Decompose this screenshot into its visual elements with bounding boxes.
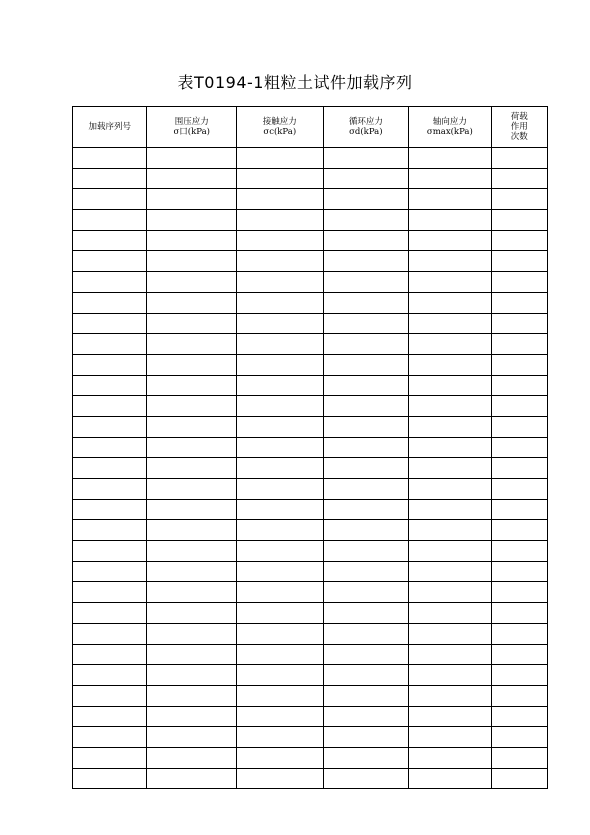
cell-confining-stress[interactable]	[147, 520, 237, 541]
header-label: 荷载	[510, 112, 528, 122]
table-row	[73, 210, 548, 231]
cell-contact-stress[interactable]	[237, 189, 324, 210]
cell-load-cycles[interactable]	[491, 706, 547, 727]
cell-loading-sequence-number[interactable]	[73, 499, 147, 520]
cell-contact-stress[interactable]	[237, 665, 324, 686]
table-row	[73, 582, 548, 603]
cell-loading-sequence-number[interactable]	[73, 582, 147, 603]
header-unit: σc(kPa)	[263, 127, 297, 137]
cell-confining-stress[interactable]	[147, 499, 237, 520]
cell-contact-stress[interactable]	[237, 499, 324, 520]
cell-contact-stress[interactable]	[237, 292, 324, 313]
header-load-cycles	[491, 107, 547, 148]
cell-contact-stress[interactable]	[237, 437, 324, 458]
cell-axial-stress[interactable]	[409, 148, 492, 169]
cell-load-cycles[interactable]	[491, 499, 547, 520]
cell-axial-stress[interactable]	[409, 437, 492, 458]
table-row	[73, 168, 548, 189]
table-row	[73, 706, 548, 727]
table-body	[73, 148, 548, 789]
cell-loading-sequence-number[interactable]	[73, 541, 147, 562]
cell-contact-stress[interactable]	[237, 768, 324, 789]
table-row	[73, 354, 548, 375]
cell-load-cycles[interactable]	[491, 727, 547, 748]
cell-contact-stress[interactable]	[237, 230, 324, 251]
cell-axial-stress[interactable]	[409, 603, 492, 624]
cell-axial-stress[interactable]	[409, 396, 492, 417]
cell-loading-sequence-number[interactable]	[73, 520, 147, 541]
table-row	[73, 416, 548, 437]
cell-load-cycles[interactable]	[491, 292, 547, 313]
cell-confining-stress[interactable]	[147, 272, 237, 293]
cell-load-cycles[interactable]	[491, 603, 547, 624]
cell-cyclic-stress[interactable]	[323, 706, 409, 727]
cell-loading-sequence-number[interactable]	[73, 437, 147, 458]
cell-cyclic-stress[interactable]	[323, 292, 409, 313]
cell-load-cycles[interactable]	[491, 479, 547, 500]
table-row	[73, 189, 548, 210]
cell-loading-sequence-number[interactable]	[73, 747, 147, 768]
cell-confining-stress[interactable]	[147, 665, 237, 686]
cell-cyclic-stress[interactable]	[323, 313, 409, 334]
cell-confining-stress[interactable]	[147, 706, 237, 727]
cell-contact-stress[interactable]	[237, 416, 324, 437]
table-row	[73, 520, 548, 541]
header-label: 加载序列号	[88, 122, 131, 132]
cell-confining-stress[interactable]	[147, 541, 237, 562]
table-row	[73, 561, 548, 582]
cell-confining-stress[interactable]	[147, 623, 237, 644]
cell-contact-stress[interactable]	[237, 313, 324, 334]
table-row	[73, 230, 548, 251]
cell-axial-stress[interactable]	[409, 210, 492, 231]
cell-loading-sequence-number[interactable]	[73, 334, 147, 355]
cell-load-cycles[interactable]	[491, 230, 547, 251]
loading-sequence-table	[72, 106, 548, 789]
cell-contact-stress[interactable]	[237, 727, 324, 748]
cell-contact-stress[interactable]	[237, 458, 324, 479]
cell-loading-sequence-number[interactable]	[73, 603, 147, 624]
cell-axial-stress[interactable]	[409, 499, 492, 520]
cell-load-cycles[interactable]	[491, 313, 547, 334]
cell-axial-stress[interactable]	[409, 665, 492, 686]
cell-cyclic-stress[interactable]	[323, 644, 409, 665]
cell-loading-sequence-number[interactable]	[73, 168, 147, 189]
cell-confining-stress[interactable]	[147, 313, 237, 334]
cell-confining-stress[interactable]	[147, 396, 237, 417]
cell-confining-stress[interactable]	[147, 768, 237, 789]
cell-load-cycles[interactable]	[491, 768, 547, 789]
cell-contact-stress[interactable]	[237, 561, 324, 582]
cell-loading-sequence-number[interactable]	[73, 272, 147, 293]
cell-contact-stress[interactable]	[237, 520, 324, 541]
cell-cyclic-stress[interactable]	[323, 603, 409, 624]
cell-axial-stress[interactable]	[409, 334, 492, 355]
cell-confining-stress[interactable]	[147, 437, 237, 458]
cell-axial-stress[interactable]	[409, 520, 492, 541]
header-label: 循环应力	[348, 117, 383, 127]
cell-axial-stress[interactable]	[409, 292, 492, 313]
table-row	[73, 747, 548, 768]
cell-axial-stress[interactable]	[409, 623, 492, 644]
cell-axial-stress[interactable]	[409, 747, 492, 768]
cell-confining-stress[interactable]	[147, 747, 237, 768]
cell-axial-stress[interactable]	[409, 230, 492, 251]
cell-loading-sequence-number[interactable]	[73, 685, 147, 706]
cell-contact-stress[interactable]	[237, 251, 324, 272]
cell-cyclic-stress[interactable]	[323, 375, 409, 396]
cell-cyclic-stress[interactable]	[323, 520, 409, 541]
cell-cyclic-stress[interactable]	[323, 685, 409, 706]
cell-cyclic-stress[interactable]	[323, 541, 409, 562]
cell-load-cycles[interactable]	[491, 334, 547, 355]
cell-load-cycles[interactable]	[491, 210, 547, 231]
cell-contact-stress[interactable]	[237, 479, 324, 500]
cell-load-cycles[interactable]	[491, 272, 547, 293]
header-axial-stress	[409, 107, 492, 148]
cell-contact-stress[interactable]	[237, 168, 324, 189]
cell-axial-stress[interactable]	[409, 768, 492, 789]
cell-load-cycles[interactable]	[491, 644, 547, 665]
cell-loading-sequence-number[interactable]	[73, 623, 147, 644]
cell-confining-stress[interactable]	[147, 685, 237, 706]
cell-cyclic-stress[interactable]	[323, 334, 409, 355]
cell-axial-stress[interactable]	[409, 644, 492, 665]
cell-cyclic-stress[interactable]	[323, 665, 409, 686]
cell-loading-sequence-number[interactable]	[73, 768, 147, 789]
cell-load-cycles[interactable]	[491, 582, 547, 603]
table-row	[73, 479, 548, 500]
cell-cyclic-stress[interactable]	[323, 458, 409, 479]
cell-load-cycles[interactable]	[491, 458, 547, 479]
table-row	[73, 644, 548, 665]
cell-contact-stress[interactable]	[237, 644, 324, 665]
cell-cyclic-stress[interactable]	[323, 582, 409, 603]
cell-cyclic-stress[interactable]	[323, 623, 409, 644]
cell-confining-stress[interactable]	[147, 458, 237, 479]
table-row	[73, 603, 548, 624]
cell-confining-stress[interactable]	[147, 644, 237, 665]
cell-load-cycles[interactable]	[491, 251, 547, 272]
header-label: 作用	[510, 122, 528, 132]
cell-confining-stress[interactable]	[147, 189, 237, 210]
cell-axial-stress[interactable]	[409, 189, 492, 210]
cell-cyclic-stress[interactable]	[323, 768, 409, 789]
header-confining-stress	[147, 107, 237, 148]
cell-loading-sequence-number[interactable]	[73, 396, 147, 417]
table-row	[73, 334, 548, 355]
cell-loading-sequence-number[interactable]	[73, 479, 147, 500]
cell-axial-stress[interactable]	[409, 313, 492, 334]
cell-cyclic-stress[interactable]	[323, 499, 409, 520]
header-label: 围压应力	[174, 117, 209, 127]
cell-load-cycles[interactable]	[491, 541, 547, 562]
cell-loading-sequence-number[interactable]	[73, 313, 147, 334]
cell-loading-sequence-number[interactable]	[73, 416, 147, 437]
cell-cyclic-stress[interactable]	[323, 168, 409, 189]
cell-axial-stress[interactable]	[409, 375, 492, 396]
cell-load-cycles[interactable]	[491, 168, 547, 189]
cell-loading-sequence-number[interactable]	[73, 706, 147, 727]
cell-confining-stress[interactable]	[147, 561, 237, 582]
cell-axial-stress[interactable]	[409, 479, 492, 500]
cell-axial-stress[interactable]	[409, 354, 492, 375]
header-label: 轴向应力	[432, 117, 467, 127]
cell-loading-sequence-number[interactable]	[73, 354, 147, 375]
cell-load-cycles[interactable]	[491, 561, 547, 582]
cell-confining-stress[interactable]	[147, 416, 237, 437]
cell-load-cycles[interactable]	[491, 148, 547, 169]
table-row	[73, 685, 548, 706]
cell-loading-sequence-number[interactable]	[73, 210, 147, 231]
header-label: 接触应力	[262, 117, 297, 127]
table-row	[73, 768, 548, 789]
header-unit: σmax(kPa)	[426, 127, 473, 137]
table-row	[73, 148, 548, 169]
cell-confining-stress[interactable]	[147, 375, 237, 396]
header-unit: σd(kPa)	[349, 127, 383, 137]
table-row	[73, 727, 548, 748]
cell-cyclic-stress[interactable]	[323, 747, 409, 768]
cell-contact-stress[interactable]	[237, 354, 324, 375]
cell-loading-sequence-number[interactable]	[73, 189, 147, 210]
table-row	[73, 665, 548, 686]
cell-axial-stress[interactable]	[409, 582, 492, 603]
cell-contact-stress[interactable]	[237, 375, 324, 396]
cell-cyclic-stress[interactable]	[323, 396, 409, 417]
cell-contact-stress[interactable]	[237, 334, 324, 355]
cell-cyclic-stress[interactable]	[323, 251, 409, 272]
cell-confining-stress[interactable]	[147, 230, 237, 251]
cell-confining-stress[interactable]	[147, 148, 237, 169]
header-loading-sequence-number	[73, 107, 147, 148]
cell-confining-stress[interactable]	[147, 292, 237, 313]
table-row	[73, 251, 548, 272]
cell-load-cycles[interactable]	[491, 747, 547, 768]
table-row	[73, 458, 548, 479]
cell-confining-stress[interactable]	[147, 251, 237, 272]
cell-load-cycles[interactable]	[491, 437, 547, 458]
cell-confining-stress[interactable]	[147, 334, 237, 355]
cell-cyclic-stress[interactable]	[323, 437, 409, 458]
table-row	[73, 437, 548, 458]
cell-loading-sequence-number[interactable]	[73, 292, 147, 313]
cell-confining-stress[interactable]	[147, 603, 237, 624]
table-title: 表T0194-1粗粒土试件加载序列	[177, 73, 413, 92]
table-row	[73, 375, 548, 396]
header-cyclic-stress	[323, 107, 409, 148]
cell-contact-stress[interactable]	[237, 210, 324, 231]
cell-cyclic-stress[interactable]	[323, 416, 409, 437]
cell-axial-stress[interactable]	[409, 251, 492, 272]
cell-cyclic-stress[interactable]	[323, 272, 409, 293]
cell-load-cycles[interactable]	[491, 354, 547, 375]
table-row	[73, 541, 548, 562]
cell-loading-sequence-number[interactable]	[73, 727, 147, 748]
cell-contact-stress[interactable]	[237, 706, 324, 727]
cell-cyclic-stress[interactable]	[323, 727, 409, 748]
cell-load-cycles[interactable]	[491, 189, 547, 210]
cell-loading-sequence-number[interactable]	[73, 375, 147, 396]
table-row	[73, 272, 548, 293]
cell-loading-sequence-number[interactable]	[73, 148, 147, 169]
cell-confining-stress[interactable]	[147, 479, 237, 500]
cell-loading-sequence-number[interactable]	[73, 665, 147, 686]
cell-axial-stress[interactable]	[409, 685, 492, 706]
table-row	[73, 396, 548, 417]
table-row	[73, 313, 548, 334]
header-contact-stress	[237, 107, 324, 148]
cell-axial-stress[interactable]	[409, 541, 492, 562]
header-row	[73, 107, 548, 148]
cell-loading-sequence-number[interactable]	[73, 561, 147, 582]
cell-confining-stress[interactable]	[147, 168, 237, 189]
table-row	[73, 499, 548, 520]
cell-contact-stress[interactable]	[237, 396, 324, 417]
cell-cyclic-stress[interactable]	[323, 354, 409, 375]
cell-loading-sequence-number[interactable]	[73, 230, 147, 251]
cell-load-cycles[interactable]	[491, 623, 547, 644]
cell-loading-sequence-number[interactable]	[73, 251, 147, 272]
cell-load-cycles[interactable]	[491, 520, 547, 541]
cell-axial-stress[interactable]	[409, 727, 492, 748]
cell-cyclic-stress[interactable]	[323, 230, 409, 251]
cell-cyclic-stress[interactable]	[323, 561, 409, 582]
cell-cyclic-stress[interactable]	[323, 189, 409, 210]
table-row	[73, 292, 548, 313]
cell-axial-stress[interactable]	[409, 706, 492, 727]
cell-cyclic-stress[interactable]	[323, 148, 409, 169]
cell-loading-sequence-number[interactable]	[73, 644, 147, 665]
table-row	[73, 623, 548, 644]
cell-loading-sequence-number[interactable]	[73, 458, 147, 479]
header-label: 次数	[510, 132, 528, 142]
cell-load-cycles[interactable]	[491, 375, 547, 396]
cell-confining-stress[interactable]	[147, 354, 237, 375]
cell-axial-stress[interactable]	[409, 458, 492, 479]
cell-axial-stress[interactable]	[409, 416, 492, 437]
cell-confining-stress[interactable]	[147, 210, 237, 231]
cell-axial-stress[interactable]	[409, 168, 492, 189]
cell-load-cycles[interactable]	[491, 416, 547, 437]
cell-axial-stress[interactable]	[409, 272, 492, 293]
cell-load-cycles[interactable]	[491, 665, 547, 686]
cell-contact-stress[interactable]	[237, 685, 324, 706]
cell-contact-stress[interactable]	[237, 272, 324, 293]
cell-contact-stress[interactable]	[237, 582, 324, 603]
cell-contact-stress[interactable]	[237, 747, 324, 768]
cell-cyclic-stress[interactable]	[323, 479, 409, 500]
cell-contact-stress[interactable]	[237, 541, 324, 562]
cell-confining-stress[interactable]	[147, 582, 237, 603]
cell-axial-stress[interactable]	[409, 561, 492, 582]
cell-load-cycles[interactable]	[491, 396, 547, 417]
cell-load-cycles[interactable]	[491, 685, 547, 706]
header-unit: σ口(kPa)	[173, 127, 210, 137]
cell-confining-stress[interactable]	[147, 727, 237, 748]
cell-contact-stress[interactable]	[237, 148, 324, 169]
cell-contact-stress[interactable]	[237, 623, 324, 644]
cell-cyclic-stress[interactable]	[323, 210, 409, 231]
cell-contact-stress[interactable]	[237, 603, 324, 624]
